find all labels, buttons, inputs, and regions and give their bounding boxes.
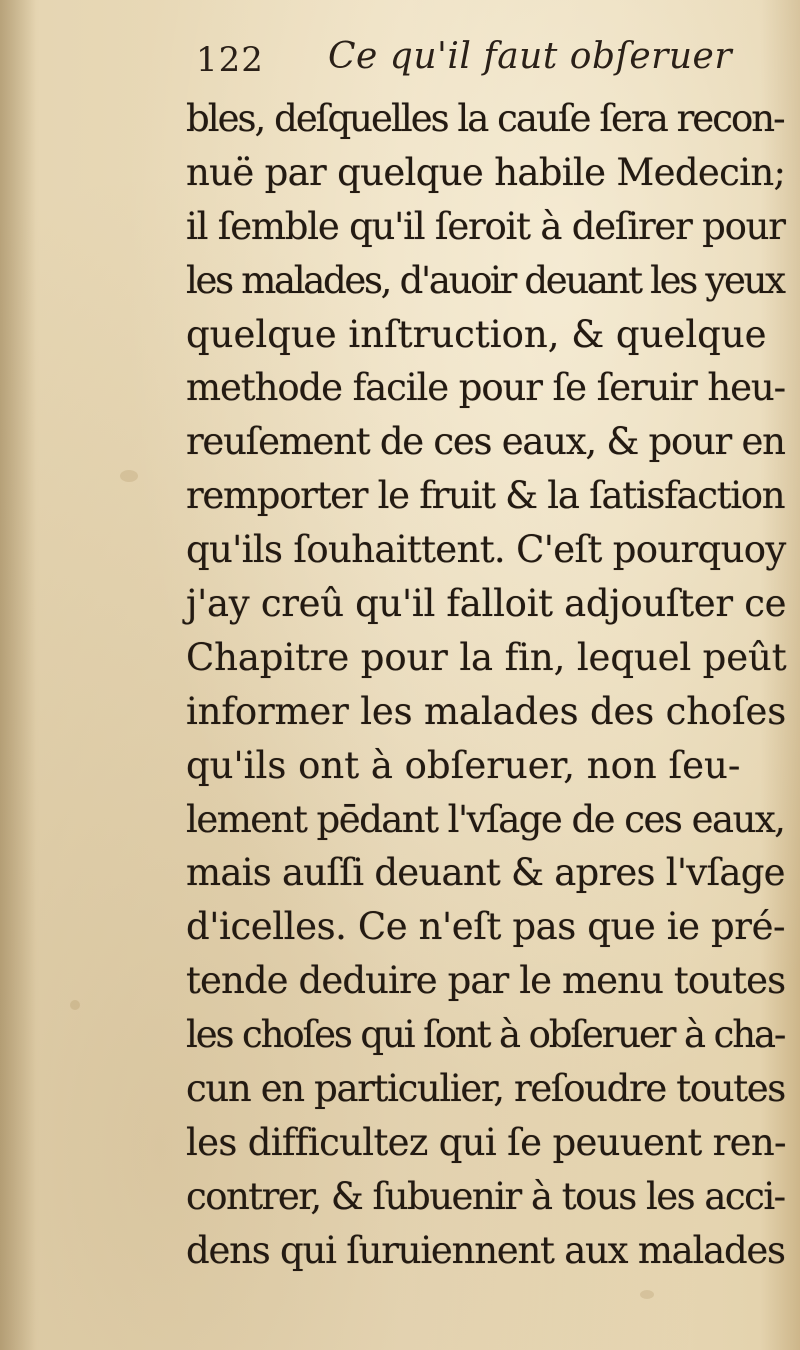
text-line: il ſemble qu'il ſeroit à deſirer pour [186,204,785,248]
text-line: Chapitre pour la fin, lequel peût [186,635,787,679]
text-line: j'ay creû qu'il falloit adjouſter ce [186,582,787,626]
running-head: Ce qu'il faut obſeruer [328,36,733,77]
foxing-spot [70,1000,80,1010]
text-line: quelque inſtruction, & quelque [186,312,767,356]
text-line: methode facile pour ſe ſeruir heu- [186,366,786,410]
text-line: reuſement de ces eaux, & pour en [186,420,785,464]
foxing-spot [640,1290,654,1299]
text-line: qu'ils ont à obſeruer, non ſeu- [186,743,741,787]
text-line: lement pēdant l'vſage de ces eaux, [186,797,785,841]
text-line: bles, deſquelles la cauſe ſera recon- [186,97,784,140]
page-number: 122 [196,40,264,80]
text-line: qu'ils ſouhaittent. C'eſt pourquoy [186,528,786,572]
text-line: cun en particulier, reſoudre toutes [186,1067,785,1111]
text-line: mais auſſi deuant & apres l'vſage [186,851,785,895]
text-line: dens qui ſuruiennent aux malades [186,1228,785,1272]
text-line: d'icelles. Ce n'eſt pas que ie pré- [186,905,786,949]
page-header [196,36,756,88]
gutter-shadow [0,0,36,1350]
text-line: tende deduire par le menu toutes [186,959,786,1003]
text-line: nuë par quelque habile Medecin; [186,150,786,194]
text-line: les choſes qui ſont à obſeruer à cha- [186,1013,785,1057]
text-line: informer les malades des choſes [186,689,787,733]
body-text [186,92,786,1278]
text-line: contrer, & ſubuenir à tous les acci- [186,1174,785,1218]
foxing-spot [120,470,138,482]
text-line: les difficultez qui ſe peuuent ren- [186,1120,786,1164]
text-line: les malades, d'auoir deuant les yeux [186,258,784,302]
text-line: remporter le fruit & la ſatisfaction [186,474,785,518]
